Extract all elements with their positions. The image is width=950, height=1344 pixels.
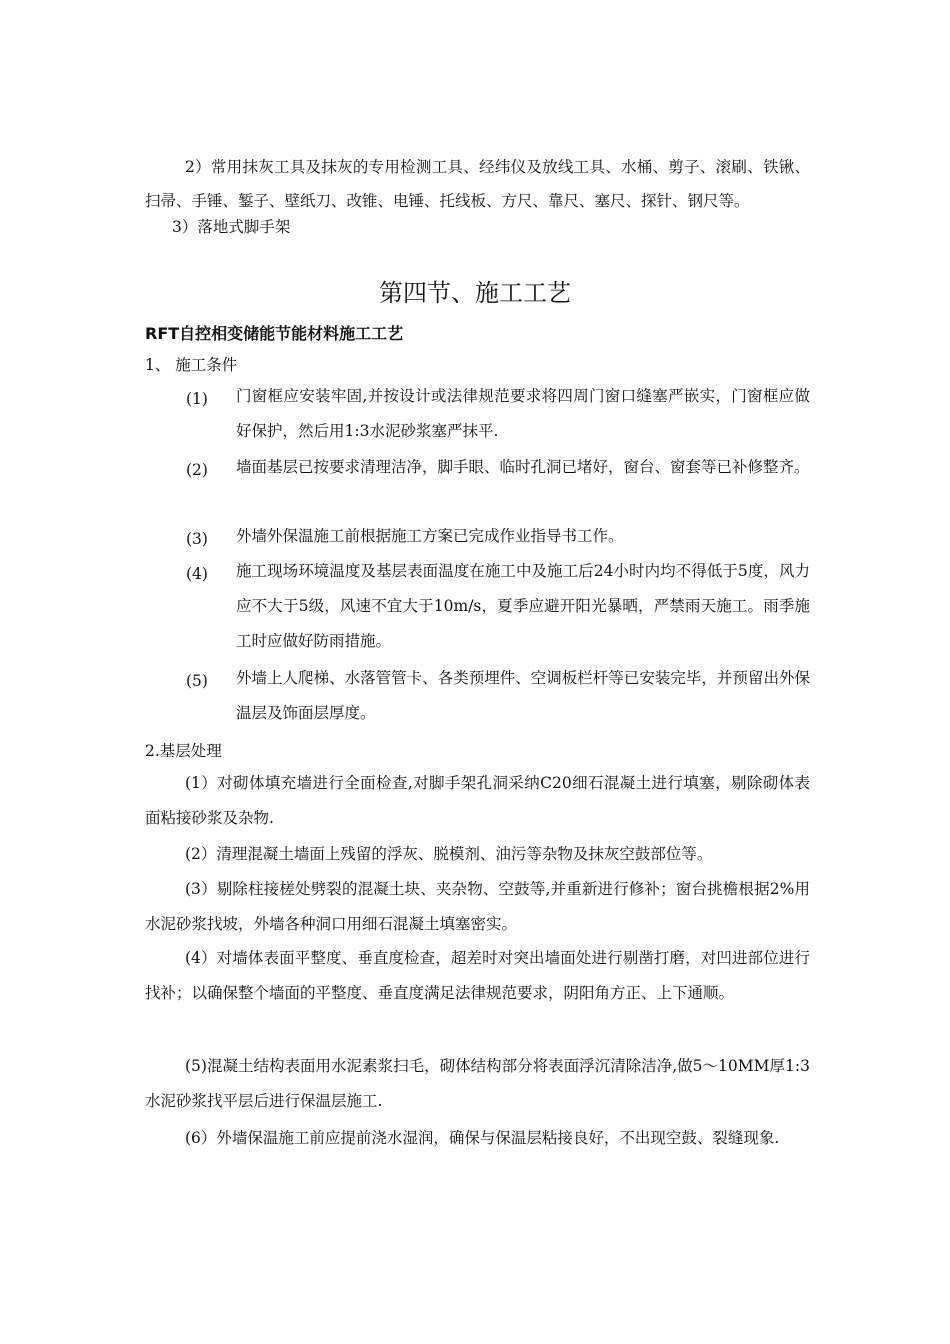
item-number: (5) (186, 672, 208, 690)
item-number: (1) (186, 390, 208, 408)
section-title: 第四节、施工工艺 (379, 279, 571, 307)
paragraph-tools: 2）常用抹灰工具及抹灰的专用检测工具、经纬仪及放线工具、水桶、剪子、滚刷、铁锹、扫帚、手锤、錾子、壁纸刀、改锥、电锤、托线板、方尺、靠尺、塞尺、探针、钢尺等。 (145, 158, 810, 210)
condition-item: 施工现场环境温度及基层表面温度在施工中及施工后24小时内均不得低于5度，风力应不大于5级，风速不宜大于10m/s，夏季应避开阳光暴晒，严禁雨天施工。雨季施工时应做好防雨措施。 (236, 562, 810, 650)
heading-base: 2.基层处理 (145, 742, 222, 760)
base-paragraph: (3）剔除柱接槎处劈裂的混凝土块、夹杂物、空鼓等,并重新进行修补；窗台挑檐根据2%用水泥砂浆找坡，外墙各种洞口用细石混凝土填塞密实。 (145, 880, 810, 933)
base-paragraph: (2）清理混凝土墙面上残留的浮灰、脱模剂、油污等杂物及抹灰空鼓部位等。 (185, 845, 713, 863)
condition-item: 外墙上人爬梯、水落管管卡、各类预埋件、空调板栏杆等已安装完毕，并预留出外保温层及饰面层厚度。 (236, 669, 810, 722)
item-number: (3) (186, 530, 208, 548)
item-number: (4) (186, 565, 208, 583)
condition-item: 门窗框应安装牢固,并按设计或法律规范要求将四周门窗口缝塞严嵌实，门窗框应做好保护，然后用1:3水泥砂浆塞严抹平. (236, 387, 810, 440)
base-paragraph: (5)混凝土结构表面用水泥素浆扫毛，砌体结构部分将表面浮沉清除洁净,做5～10MM厚1:3水泥砂浆找平层后进行保温层施工. (145, 1057, 810, 1110)
condition-item: 墙面基层已按要求清理洁净，脚手眼、临时孔洞已堵好，窗台、窗套等已补修整齐。 (236, 458, 810, 476)
subtitle: RFT自控相变储能节能材料施工工艺 (145, 324, 404, 343)
heading-conditions: 1、 施工条件 (145, 356, 238, 374)
paragraph-scaffold: 3）落地式脚手架 (172, 218, 291, 236)
base-paragraph: (4）对墙体表面平整度、垂直度检查，超差时对突出墙面处进行剔凿打磨，对凹进部位进行找补；以确保整个墙面的平整度、垂直度满足法律规范要求，阴阳角方正、上下通顺。 (145, 949, 810, 1002)
item-number: (2) (186, 461, 208, 479)
base-paragraph: (6）外墙保温施工前应提前浇水湿润，确保与保温层粘接良好，不出现空鼓、裂缝现象. (185, 1129, 780, 1147)
base-paragraph: (1）对砌体填充墙进行全面检查,对脚手架孔洞采纳C20细石混凝土进行填塞，剔除砌体表面粘接砂浆及杂物. (145, 774, 810, 827)
condition-item: 外墙外保温施工前根据施工方案已完成作业指导书工作。 (236, 527, 624, 545)
